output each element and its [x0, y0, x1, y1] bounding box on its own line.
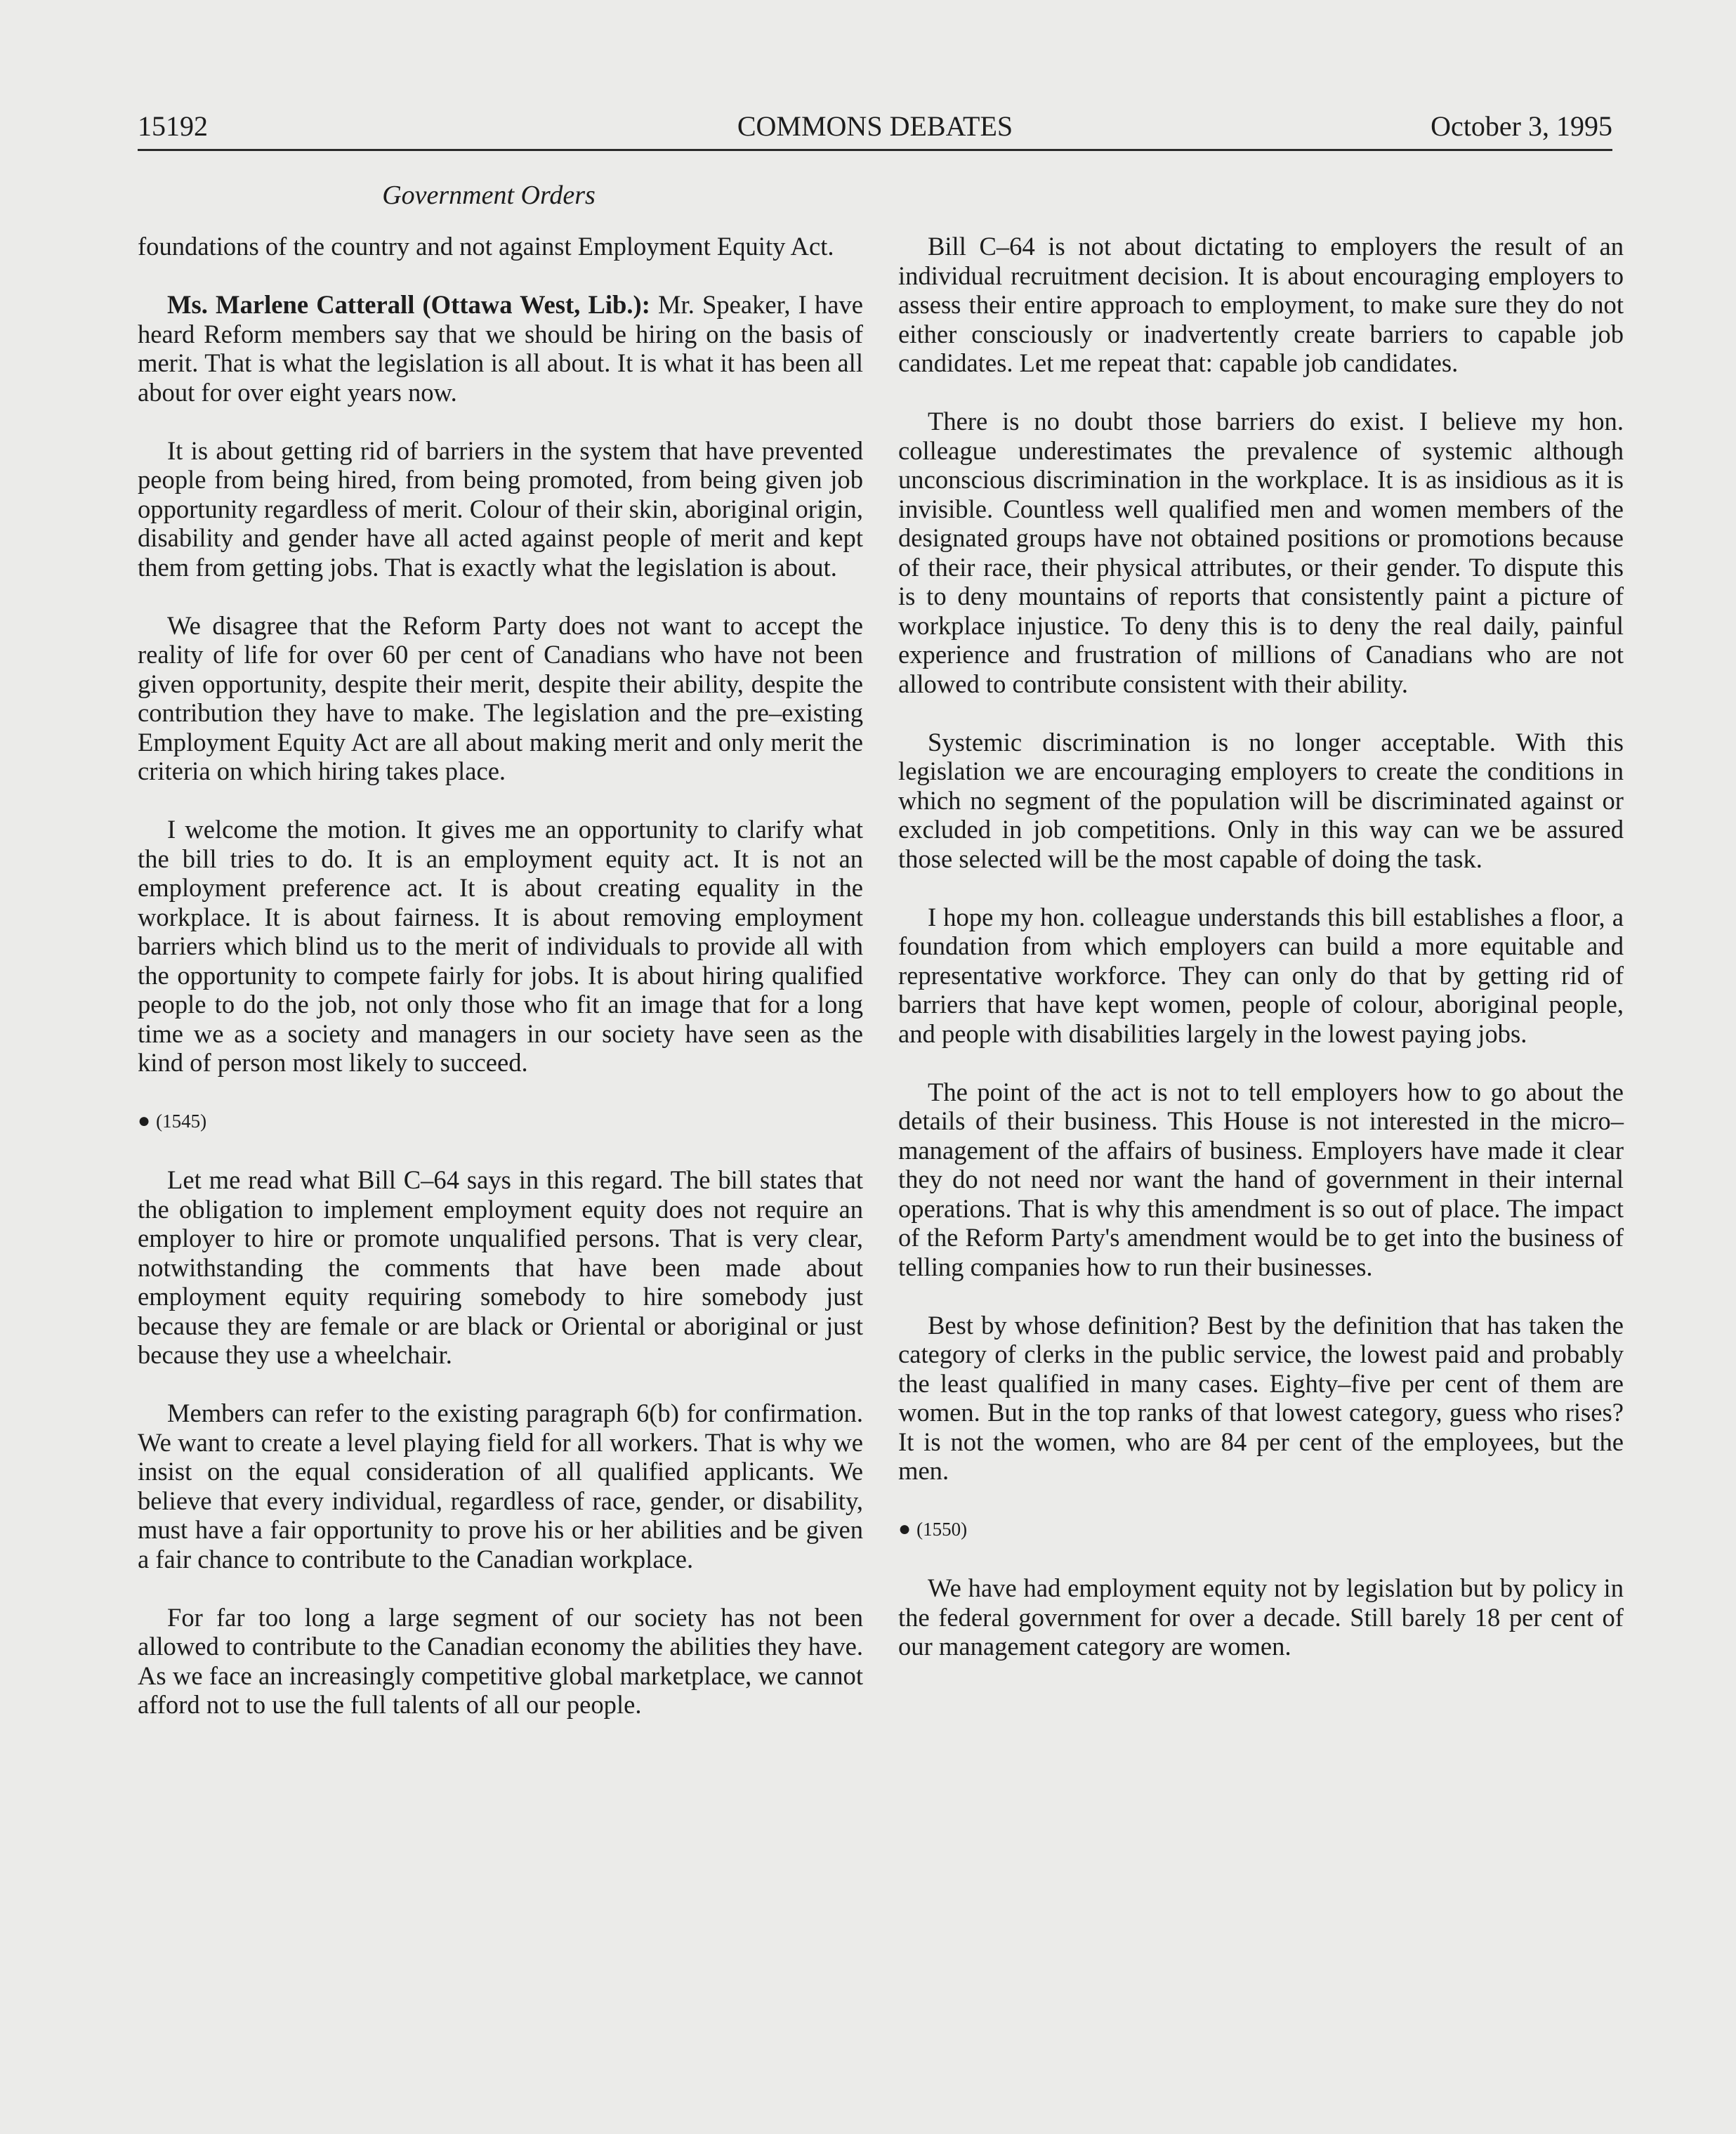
paragraph: Bill C–64 is not about dictating to employers the result of an individual recruitment decision. It is about encouraging employers to assess their entire approach to employment, to make sure they do not either consciously or inadvertently create barriers to capable job candidates. Let me repeat that: capable job candidates. — [898, 232, 1624, 377]
paragraph: The point of the act is not to tell employers how to go about the details of their business. This House is not interested in the micro–management of the affairs of business. Employers have made it clear they do not need nor want the hand of government in their internal operations. That is why this amendment is so out of place. The impact of the Reform Party's amendment would be to get into the business of telling companies how to run their businesses. — [898, 1077, 1624, 1281]
left-column — [138, 232, 863, 1748]
section-label: Government Orders — [382, 181, 596, 210]
page-number: 15192 — [138, 110, 208, 142]
publication-title: COMMONS DEBATES — [737, 110, 1013, 142]
time-marker-text: (1545) — [156, 1111, 207, 1132]
right-column — [898, 232, 1624, 1690]
bullet-icon: ● — [898, 1517, 912, 1540]
paragraph: For far too long a large segment of our society has not been allowed to contribute to the Canadian economy the abilities they have. As we face an increasingly competitive global marketplace, we cannot afford not to use the full talents of all our people. — [138, 1602, 863, 1719]
paragraph: We disagree that the Reform Party does not want to accept the reality of life for over 60 per cent of Canadians who have not been given opportunity, despite their merit, despite their ability, despite the contribution they have to make. The legislation and the pre–existing Employment Equity Act are all about making merit and only merit the criteria on which hiring takes place. — [138, 610, 863, 785]
time-marker-text: (1550) — [916, 1519, 968, 1540]
time-marker — [898, 1514, 1624, 1545]
paragraph-speaker-intro — [138, 290, 863, 407]
paragraph-text: Mr. Speaker, I have heard Reform members say that we should be hiring on the basis of merit. That is what the legislation is all about. It is what it has been all about for over eight years now. — [138, 290, 863, 407]
paragraph: It is about getting rid of barriers in the system that have prevented people from being hired, from being promoted, from being given job opportunity regardless of merit. Colour of their skin, aboriginal origin, disability and gender have all acted against people of merit and kept them from getting jobs. That is exactly what the legislation is about. — [138, 436, 863, 582]
paragraph: foundations of the country and not against Employment Equity Act. — [138, 232, 834, 261]
paragraph: I hope my hon. colleague understands this bill establishes a floor, a foundation from which employers can build a more equitable and representative workforce. They can only do that by getting rid of barriers that have kept women, people of colour, aboriginal people, and people with disabilities largely in the lowest paying jobs. — [898, 902, 1624, 1048]
header-rule — [138, 149, 1612, 151]
page-date: October 3, 1995 — [1431, 110, 1612, 142]
time-marker — [138, 1106, 863, 1137]
paragraph: There is no doubt those barriers do exist. I believe my hon. colleague underestimates the prevalence of systemic although unconscious discrimination in the workplace. It is as insidious as it is invisible. Countless well qualified men and women members of the designated groups have not obtained positions or promotions because of their race, their physical attributes, or their gender. To dispute this is to deny mountains of reports that consistently paint a picture of workplace injustice. To deny this is to deny the real daily, painful experience and frustration of millions of Canadians who are not allowed to contribute consistent with their ability. — [898, 407, 1624, 698]
paragraph: I welcome the motion. It gives me an opportunity to clarify what the bill tries to do. It is an employment equity act. It is not an employment preference act. It is about creating equality in the workplace. It is about fairness. It is about removing employment barriers which blind us to the merit of individuals to provide all with the opportunity to compete fairly for jobs. It is about hiring qualified people to do the job, not only those who fit an image that for a long time we as a society and managers in our society have seen as the kind of person most likely to succeed. — [138, 815, 863, 1077]
paragraph: Members can refer to the existing paragraph 6(b) for confirmation. We want to create a level playing field for all workers. That is why we insist on the equal consideration of all qualified applicants. We believe that every individual, regardless of race, gender, or disability, must have a fair opportunity to prove his or her abilities and be given a fair chance to contribute to the Canadian workplace. — [138, 1399, 863, 1573]
bullet-icon: ● — [138, 1109, 151, 1132]
paragraph: We have had employment equity not by legislation but by policy in the federal government for over a decade. Still barely 18 per cent of our management category are women. — [898, 1573, 1624, 1661]
paragraph: Systemic discrimination is no longer acceptable. With this legislation we are encouraging employers to create the conditions in which no segment of the population will be discriminated against or excluded in job competitions. Only in this way can we be assured those selected will be the most capable of doing the task. — [898, 727, 1624, 873]
page-header — [138, 110, 1612, 150]
speaker-name: Ms. Marlene Catterall (Ottawa West, Lib.): — [167, 290, 650, 319]
paragraph: Best by whose definition? Best by the definition that has taken the category of clerks in the public service, the lowest paid and probably the least qualified in many cases. Eighty–five per cent of them are women. But in the top ranks of that lowest category, guess who rises? It is not the women, who are 84 per cent of the employees, but the men. — [898, 1310, 1624, 1485]
paragraph: Let me read what Bill C–64 says in this regard. The bill states that the obligation to implement employment equity does not require an employer to hire or promote unqualified persons. That is very clear, notwithstanding the comments that have been made about employment equity requiring somebody to hire somebody just because they are female or are black or Oriental or aboriginal or just because they use a wheelchair. — [138, 1165, 863, 1369]
